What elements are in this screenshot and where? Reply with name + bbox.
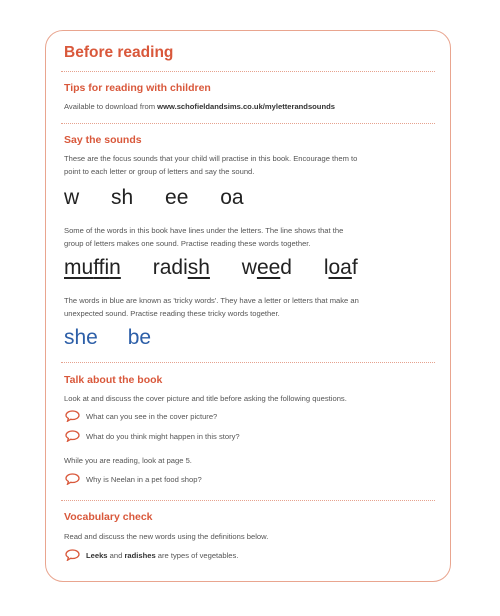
vocab-heading: Vocabulary check xyxy=(64,511,153,523)
practice-word-loaf xyxy=(324,256,358,280)
divider xyxy=(61,71,435,72)
tricky-word: she xyxy=(64,326,98,349)
practice-word-weed xyxy=(242,256,292,280)
download-link[interactable]: www.schofieldandsims.co.uk/myletterandsounds xyxy=(157,102,335,111)
page-title: Before reading xyxy=(64,44,174,61)
speech-bubble-icon xyxy=(65,430,80,442)
talk-intro: Look at and discuss the cover picture and title before asking the following questions. xyxy=(64,394,347,403)
grapheme: r xyxy=(152,256,160,279)
divider xyxy=(61,362,435,363)
tricky-intro-line-1: The words in blue are known as 'tricky words'. They have a letter or letters that make an xyxy=(64,296,359,305)
say-sounds-heading: Say the sounds xyxy=(64,134,142,146)
grapheme: w xyxy=(241,256,257,279)
question-item xyxy=(65,410,217,422)
sounds-intro-line-2: point to each letter or group of letters and say the sound. xyxy=(64,167,255,176)
vocab-text-part: are types of vegetables. xyxy=(155,550,239,560)
practice-word-radish xyxy=(153,256,210,280)
tips-heading: Tips for reading with children xyxy=(64,82,211,94)
tricky-intro-line-2: unexpected sound. Practise reading these tricky words together. xyxy=(64,309,280,318)
sound: w xyxy=(64,186,80,209)
tips-text-prefix: Available to download from xyxy=(64,102,158,111)
divider xyxy=(61,123,435,124)
speech-bubble-icon xyxy=(65,473,80,485)
reading-intro: While you are reading, look at page 5. xyxy=(64,456,192,465)
tips-text xyxy=(64,102,335,111)
sound: sh xyxy=(111,186,134,209)
grapheme: i xyxy=(104,256,110,279)
question-item xyxy=(65,430,240,442)
words-intro-line-2: group of letters makes one sound. Practise reading these words together. xyxy=(64,239,311,248)
talk-heading: Talk about the book xyxy=(64,374,163,386)
sounds-intro-line-1: These are the focus sounds that your child will practise in this book. Encourage them to xyxy=(64,154,358,163)
focus-sounds xyxy=(64,186,270,210)
vocab-text-part: and xyxy=(107,550,125,560)
question-item xyxy=(65,473,202,485)
grapheme: ff xyxy=(93,256,105,279)
question-text: Why is Neelan in a pet food shop? xyxy=(86,474,202,484)
grapheme: ee xyxy=(256,256,281,279)
grapheme: a xyxy=(159,256,172,279)
divider xyxy=(61,500,435,501)
grapheme: d xyxy=(171,256,184,279)
practice-word-muffin xyxy=(64,256,121,280)
speech-bubble-icon xyxy=(65,410,80,422)
vocab-text xyxy=(86,551,238,560)
grapheme: n xyxy=(109,256,121,279)
tricky-word: be xyxy=(127,326,152,349)
grapheme: l xyxy=(323,256,329,279)
grapheme: mu xyxy=(64,256,94,279)
question-text: What do you think might happen in this story? xyxy=(86,431,240,441)
words-intro-line-1: Some of the words in this book have lines under the letters. The line shows that the xyxy=(64,226,344,235)
practice-words xyxy=(64,256,384,280)
sound: ee xyxy=(165,186,189,209)
vocab-intro: Read and discuss the new words using the definitions below. xyxy=(64,532,269,541)
grapheme: oa xyxy=(328,256,352,279)
tricky-words xyxy=(64,326,175,350)
sound: oa xyxy=(220,186,244,209)
grapheme: d xyxy=(280,256,292,279)
question-text: What can you see in the cover picture? xyxy=(86,411,218,421)
grapheme: i xyxy=(183,256,188,279)
grapheme: f xyxy=(351,256,358,279)
grapheme: sh xyxy=(187,256,210,279)
vocab-word: radishes xyxy=(124,550,156,560)
speech-bubble-icon xyxy=(65,549,80,561)
vocab-item xyxy=(65,549,238,561)
vocab-word: Leeks xyxy=(86,550,108,560)
